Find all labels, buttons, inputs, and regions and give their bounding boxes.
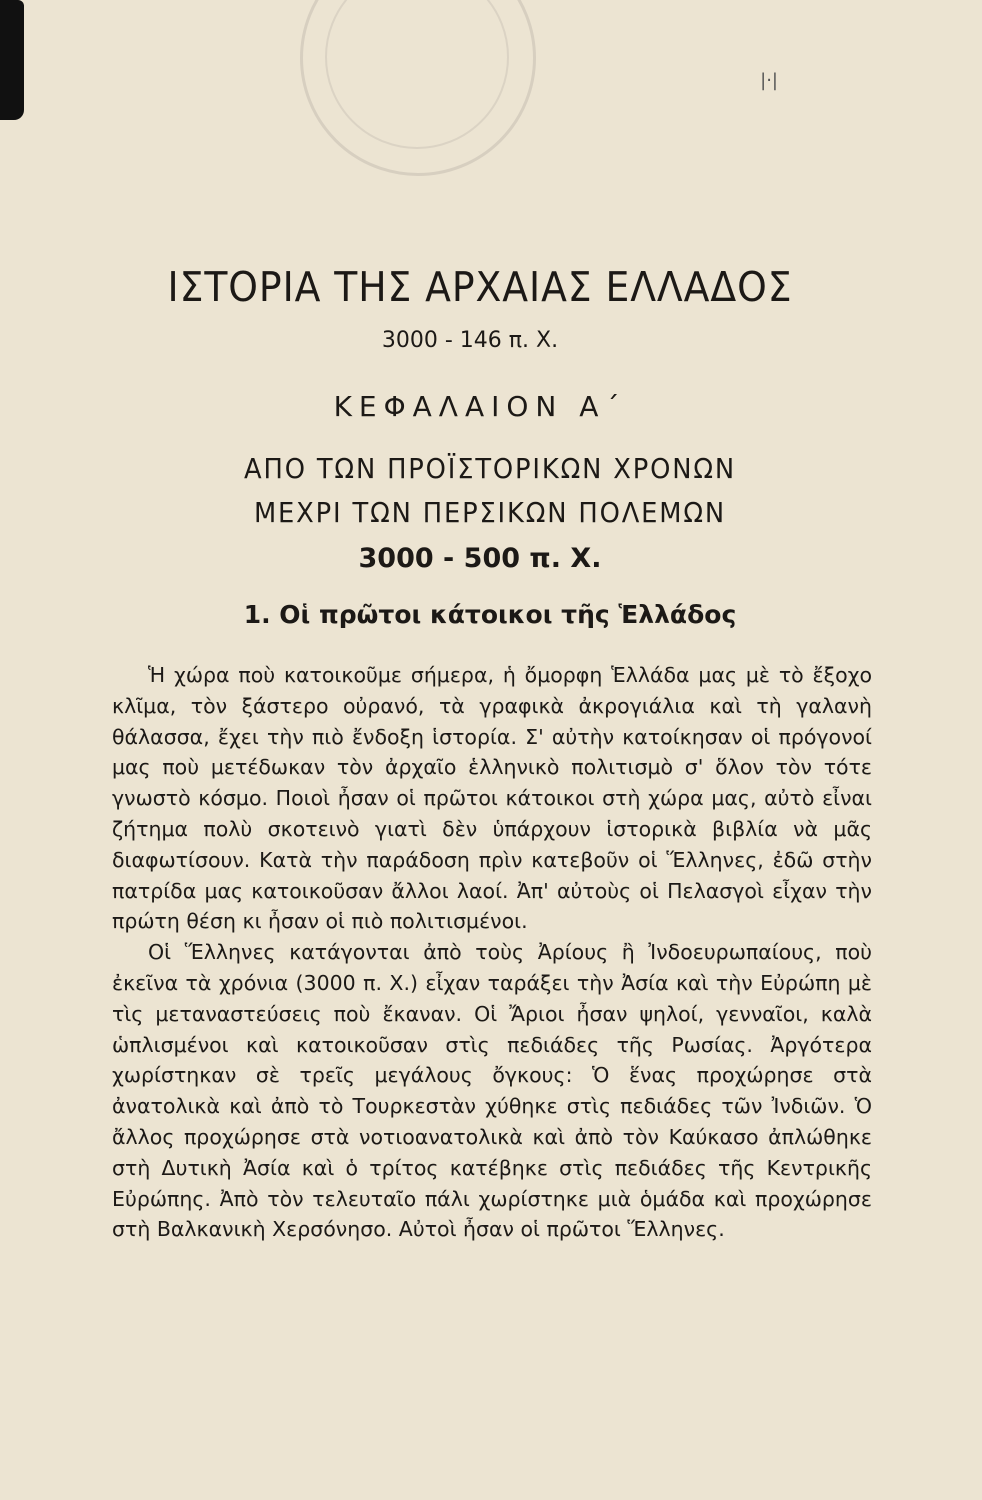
chapter-subtitle-line-2: ΜΕΧΡΙ ΤΩΝ ΠΕΡΣΙΚΩΝ ΠΟΛΕΜΩΝ bbox=[253, 496, 726, 529]
section-title: 1. Οἱ πρῶτοι κάτοικοι τῆς Ἑλλάδος bbox=[243, 600, 737, 629]
chapter-heading: ΚΕΦΑΛΑΙΟΝ Α΄ bbox=[333, 390, 627, 423]
book-title: ΙΣΤΟΡΙΑ ΤΗΣ ΑΡΧΑΙΑΣ ΕΛΛΑΔΟΣ bbox=[167, 263, 793, 311]
corner-mark: |·| bbox=[760, 70, 778, 91]
binding-edge-mark bbox=[0, 0, 24, 120]
book-date-range: 3000 - 146 π. Χ. bbox=[381, 328, 559, 353]
chapter-subtitle-line-1: ΑΠΟ ΤΩΝ ΠΡΟΪΣΤΟΡΙΚΩΝ ΧΡΟΝΩΝ bbox=[244, 452, 736, 485]
chapter-years: 3000 - 500 π. Χ. bbox=[358, 543, 602, 574]
paragraph: Ἡ χώρα ποὺ κατοικοῦμε σήμερα, ἡ ὄμορφη Ἑλλάδα μας μὲ τὸ ἔξοχο κλῖμα, τὸν ξάστερο οὐρανό, τὰ γραφικὰ ἀκρογιάλια καὶ τὴ γαλανὴ θάλασσα, ἔχει τὴν πιὸ ἔνδοξη ἱστορία. Σ' αὐτὴν κατοίκησαν οἱ πρόγονοί μας ποὺ μετέδωκαν τὸν ἀρχαῖο ἑλληνικὸ πολιτισμὸ σ' ὅλον τὸν τότε γνωστὸ κόσμο. Ποιοὶ ἦσαν οἱ πρῶτοι κάτοικοι στὴ χώρα μας, αὐτὸ εἶναι ζήτημα πολὺ σκοτεινὸ γιατὶ δὲν ὑπάρχουν ἱστορικὰ βιβλία νὰ μᾶς διαφωτίσουν. Κατὰ τὴν παράδοση πρὶν κατεβοῦν οἱ Ἕλληνες, ἐδῶ στὴν πατρίδα μας κατοικοῦσαν ἄλλοι λαοί. Ἀπ' αὐτοὺς οἱ Πελασγοὶ εἶχαν τὴν πρώτη θέση κι ἦσαν οἱ πιὸ πολιτισμένοι. bbox=[112, 663, 872, 934]
paragraph: Οἱ Ἕλληνες κατάγονται ἀπὸ τοὺς Ἀρίους ἢ Ἰνδοευρωπαίους, ποὺ ἐκεῖνα τὰ χρόνια (3000 π. Χ.) εἶχαν ταράξει τὴν Ἀσία καὶ τὴν Εὐρώπη μὲ τὶς μεταναστεύσεις ποὺ ἔκαναν. Οἱ Ἄριοι ἦσαν ψηλοί, γενναῖοι, καλὰ ὡπλισμένοι καὶ κατοικοῦσαν στὶς πεδιάδες τῆς Ρωσίας. Ἀργότερα χωρίστηκαν σὲ τρεῖς μεγάλους ὄγκους: Ὁ ἕνας προχώρησε στὰ ἀνατολικὰ καὶ ἀπὸ τὸ Τουρκεστὰν χύθηκε στὶς πεδιάδες τῶν Ἰνδιῶν. Ὁ ἄλλος προχώρησε στὰ νοτιοανατολικὰ καὶ ἀπὸ τὸν Καύκασο ἀπλώθηκε στὴ Δυτικὴ Ἀσία καὶ ὁ τρίτος κατέβηκε στὶς πεδιάδες τῆς Κεντρικῆς Εὐρώπης. Ἀπὸ τὸν τελευταῖο πάλι χωρίστηκε μιὰ ὁμάδα καὶ προχώρησε στὴ Βαλκανικὴ Χερσόνησο. Αὐτοὶ ἦσαν οἱ πρῶτοι Ἕλληνες. bbox=[112, 940, 872, 1242]
library-stamp bbox=[300, 0, 536, 176]
body-text bbox=[112, 660, 872, 1245]
library-stamp-inner-ring bbox=[325, 0, 509, 149]
